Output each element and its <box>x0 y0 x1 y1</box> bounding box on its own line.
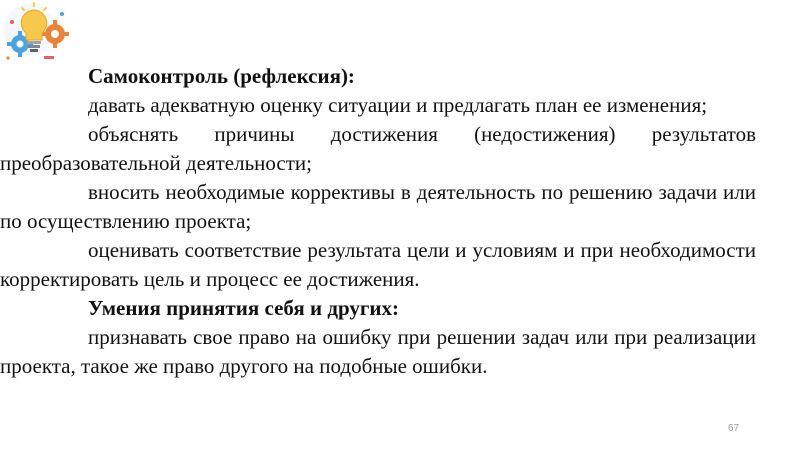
lightbulb-gears-logo-icon <box>0 0 76 76</box>
heading-acceptance: Умения принятия себя и других: <box>88 296 399 320</box>
page-number: 67 <box>728 423 740 434</box>
list-item: вносить необходимые коррективы в деятельность по решению задачи или по осуществлению проекта; <box>0 180 756 233</box>
heading-self-control: Самоконтроль (рефлексия): <box>88 64 355 88</box>
slide-content <box>0 62 756 381</box>
list-item: объяснять причины достижения (недостижения) результатов преобразовательной деятельности; <box>0 122 756 175</box>
list-item: признавать свое право на ошибку при решении задач или при реализации проекта, такое же право другого на подобные ошибки. <box>0 325 756 378</box>
list-item: давать адекватную оценку ситуации и предлагать план ее изменения; <box>88 93 708 117</box>
list-item: оценивать соответствие результата цели и условиям и при необходимости корректировать цель и процесс ее достижения. <box>0 238 756 291</box>
